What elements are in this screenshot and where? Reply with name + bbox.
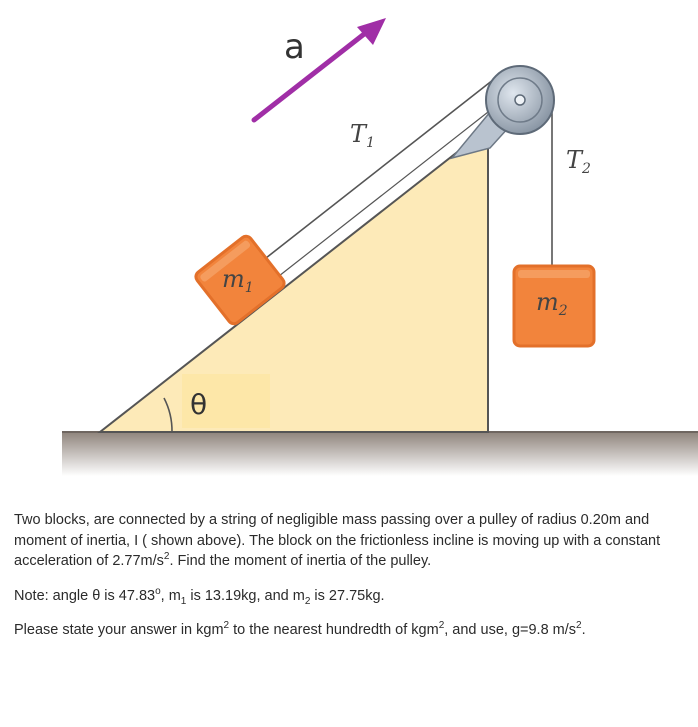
problem-text (14, 510, 686, 655)
tension2-label: $T_2$ (566, 146, 591, 177)
mass1-label: $m_1$ (222, 265, 254, 296)
ground (62, 432, 698, 476)
problem-answer-instructions: Please state your answer in kgm$^2$ to the nearest hundredth of kgm$^2$, and use, g=9.8 $m/s^2$. (14, 620, 586, 639)
problem-statement: Two blocks, are connected by a string of negligible mass passing over a pulley of radius 0.20m and moment of inertia, I ( shown above). The block on the frictionless incline is moving up with a constant acceleration of $2.77m/s^2$. Find the moment of inertia of the pulley. (14, 512, 661, 570)
tension1-label: $T_1$ (350, 120, 375, 151)
pulley-axle (515, 95, 525, 105)
problem-note: Note: angle θ is 47.83$^o$, $m_1$ is 13.19kg, and $m_2$ is 27.75kg. (14, 585, 385, 607)
angle-label: θ (190, 388, 208, 421)
acceleration-arrow (254, 31, 368, 120)
mass2-label: $m_2$ (536, 288, 568, 319)
incline (100, 128, 488, 432)
block-m2-highlight (518, 270, 590, 278)
acceleration-label: a (284, 27, 305, 67)
acceleration-arrowhead (357, 18, 386, 45)
